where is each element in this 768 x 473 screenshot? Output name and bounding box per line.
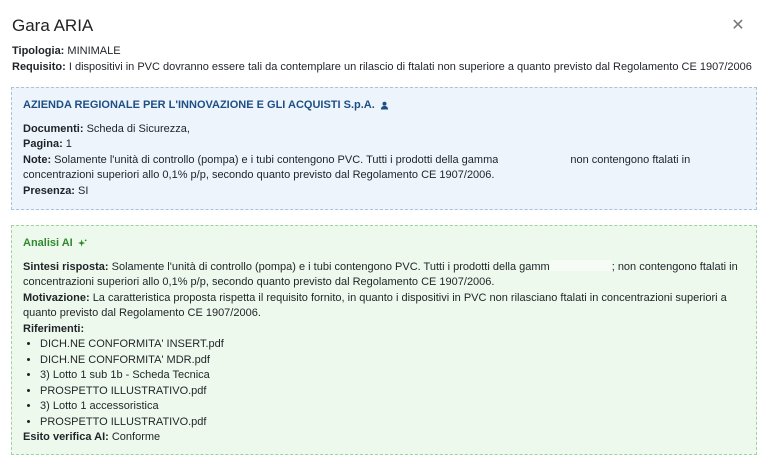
dialog-title: Gara ARIA	[12, 16, 94, 35]
pagina-row	[23, 137, 745, 153]
note-text-3: concentrazioni superiori allo 0,1% p/p, secondo quanto previsto dal Regolamento CE 1907/2006.	[23, 169, 495, 181]
close-icon: ✕	[731, 17, 745, 34]
close-button[interactable]	[728, 16, 748, 36]
tipologia-label: Tipologia:	[12, 45, 65, 57]
motivazione-label: Motivazione:	[23, 291, 90, 304]
riferimenti-row	[23, 322, 745, 338]
pagina-value: 1	[65, 138, 72, 150]
ai-header	[23, 236, 745, 252]
reference-item: • DICH.NE CONFORMITA' INSERT.pdf	[40, 337, 745, 353]
references-list	[23, 337, 745, 430]
sintesi-text-1: Solamente l'unità di controllo (pompa) e i tubi contengono PVC. Tutti i prodotti della gamm	[111, 260, 550, 273]
documenti-value: Scheda di Sicurezza,	[86, 122, 190, 135]
documenti-row	[23, 122, 745, 138]
redacted-text	[498, 153, 570, 164]
company-panel	[11, 87, 757, 210]
riferimenti-label: Riferimenti:	[23, 322, 85, 335]
reference-item: • PROSPETTO ILLUSTRATIVO.pdf	[40, 384, 745, 400]
motivazione-text-2: quanto previsto dal Regolamento CE 1907/2006.	[23, 307, 261, 319]
esito-row	[23, 430, 745, 446]
note-text-2: non contengono ftalati in	[570, 153, 691, 166]
tipologia-value: MINIMALE	[67, 45, 121, 57]
note-label: Note:	[23, 153, 52, 166]
esito-label: Esito verifica AI:	[23, 431, 109, 443]
company-name: AZIENDA REGIONALE PER L'INNOVAZIONE E GLI ACQUISTI S.p.A.	[23, 99, 375, 111]
requisito-value: I dispositivi in PVC dovranno essere tali da contemplare un rilascio di ftalati non superiore a quanto previsto dal Regolamento CE 1907/2006	[68, 61, 752, 73]
ai-title: Analisi AI	[23, 237, 73, 249]
motivazione-row	[23, 291, 745, 322]
motivazione-text-1: La caratteristica proposta rispetta il requisito fornito, in quanto i dispositivi in PVC non rilasciano ftalati in concentrazioni superiori a	[92, 291, 727, 304]
tipologia-row	[12, 43, 756, 59]
presenza-row	[23, 184, 745, 200]
presenza-label: Presenza:	[23, 184, 75, 197]
reference-item: • 3) Lotto 1 sub 1b - Scheda Tecnica	[40, 368, 745, 384]
redacted-text	[550, 260, 612, 271]
company-header	[23, 98, 745, 114]
reference-item: • PROSPETTO ILLUSTRATIVO.pdf	[40, 415, 745, 431]
pagina-label: Pagina:	[23, 138, 63, 150]
requisito-label: Requisito:	[12, 61, 66, 73]
sintesi-label: Sintesi risposta:	[23, 260, 109, 273]
ai-analysis-panel	[11, 225, 757, 455]
requirement-meta	[12, 43, 756, 75]
dialog-header	[12, 12, 756, 38]
sparkle-icon	[78, 239, 87, 248]
note-row	[23, 153, 745, 184]
sintesi-text-3: in concentrazioni superiori allo 0,1% p/p, secondo quanto previsto dal Regolamento CE 1907/2006.	[23, 260, 738, 288]
sintesi-row	[23, 260, 745, 291]
documenti-label: Documenti:	[23, 122, 84, 135]
reference-item: • 3) Lotto 1 accessoristica	[40, 399, 745, 415]
user-icon	[380, 101, 389, 110]
requisito-row	[12, 59, 756, 75]
reference-item: • DICH.NE CONFORMITA' MDR.pdf	[40, 353, 745, 369]
esito-value: Conforme	[111, 431, 161, 443]
note-text-1: Solamente l'unità di controllo (pompa) e i tubi contengono PVC. Tutti i prodotti della gamma	[54, 153, 499, 166]
sintesi-text-2: ; non contengono ftalati	[611, 260, 727, 273]
presenza-value: SI	[78, 184, 89, 197]
